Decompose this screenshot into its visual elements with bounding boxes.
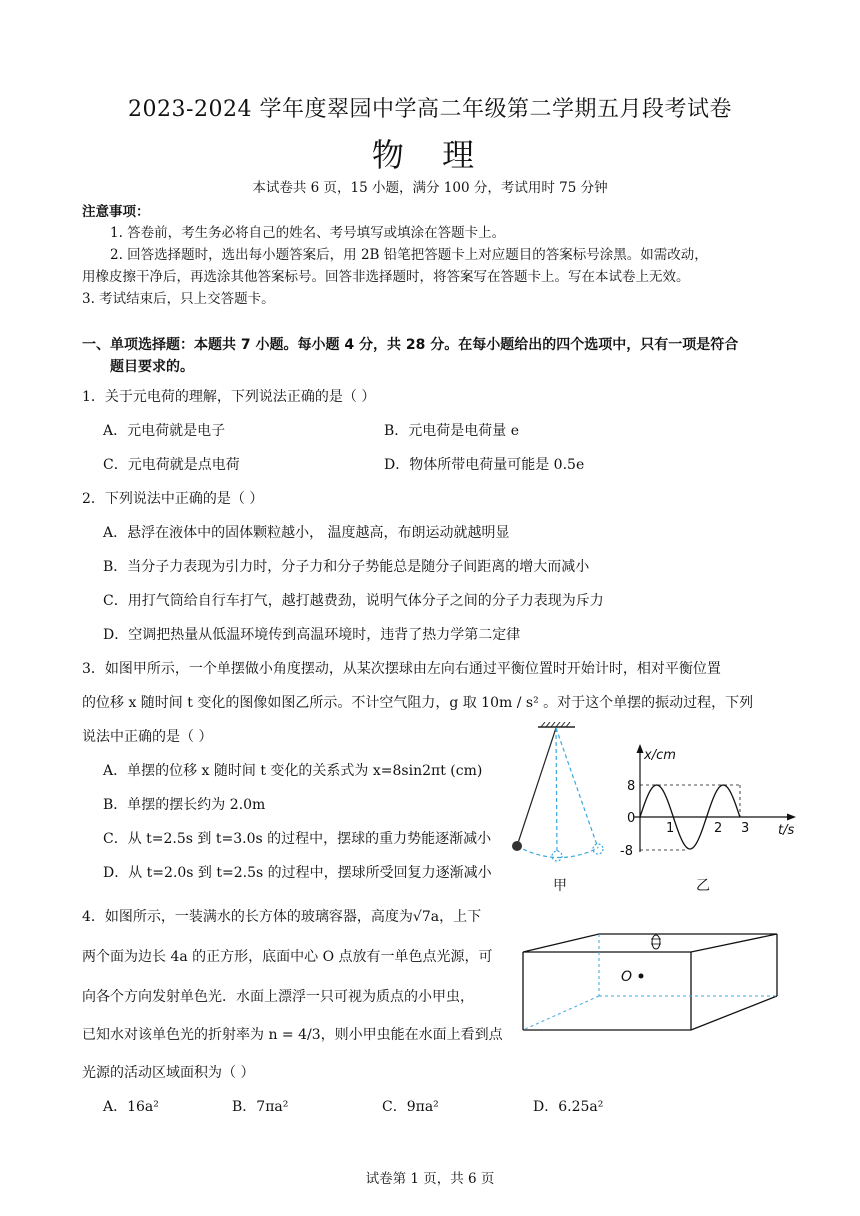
fig-label-yi: 乙 — [696, 878, 710, 894]
notice-item-3: 3. 考试结束后，只上交答题卡。 — [82, 291, 275, 307]
origin-label: 0 — [627, 811, 636, 826]
pendulum-bob — [512, 841, 522, 851]
y-axis-label: x/cm — [644, 748, 676, 763]
q4-stem-line-5: 光源的活动区域面积为（ ） — [82, 1065, 255, 1081]
pendulum-string — [517, 728, 556, 846]
q4-option-a: A．16a² — [103, 1099, 159, 1115]
light-source-point — [639, 974, 644, 979]
q3-stem-line-1: 3．如图甲所示，一个单摆做小角度摆动，从某次摆球由左向右通过平衡位置时开始计时，相对平衡位置 — [82, 661, 721, 677]
q4-option-b: B．7πa² — [232, 1099, 289, 1115]
section-1-line-2: 题目要求的。 — [110, 359, 194, 375]
notice-item-1: 1. 答卷前，考生务必将自己的姓名、考号填写或填涂在答题卡上。 — [110, 225, 506, 241]
glass-container-figure — [515, 930, 795, 1040]
exam-meta: 本试卷共 6 页，15 小题，满分 100 分，考试用时 75 分钟 — [252, 180, 608, 196]
q2-stem: 2．下列说法中正确的是（ ） — [82, 491, 264, 507]
fig-label-jia: 甲 — [553, 878, 567, 894]
x-tick-2: 2 — [714, 821, 723, 836]
q1-option-d: D．物体所带电荷量可能是 0.5e — [384, 457, 585, 473]
page-footer: 试卷第 1 页，共 6 页 — [365, 1171, 495, 1187]
section-1-line-1: 一、单项选择题：本题共 7 小题。每小题 4 分，共 28 分。在每小题给出的四个选项中，只有一项是符合 — [82, 337, 739, 353]
notice-item-2-line-2: 用橡皮擦干净后，再选涂其他答案标号。回答非选择题时，将答案写在答题卡上。写在本试卷上无效。 — [82, 269, 690, 285]
q2-option-d: D．空调把热量从低温环境传到高温环境时，违背了热力学第二定律 — [103, 627, 521, 643]
q1-option-c: C．元电荷就是点电荷 — [103, 457, 240, 473]
notice-item-2-line-1: 2. 回答选择题时，选出每小题答案后，用 2B 铅笔把答题卡上对应题目的答案标号涂黑。如需改动， — [110, 247, 708, 263]
q4-stem-line-3: 向各个方向发射单色光．水面上漂浮一只可视为质点的小甲虫， — [82, 989, 474, 1005]
q1-option-a: A．元电荷就是电子 — [103, 423, 226, 439]
x-axis-label: t/s — [778, 823, 795, 838]
x-tick-3: 3 — [741, 821, 750, 836]
q4-option-d: D．6.25a² — [533, 1099, 604, 1115]
q4-option-c: C．9πa² — [382, 1099, 439, 1115]
q1-option-b: B．元电荷是电荷量 e — [384, 423, 520, 439]
displacement-time-graph — [618, 744, 803, 894]
q3-option-d: D．从 t=2.0s 到 t=2.5s 的过程中，摆球所受回复力逐渐减小 — [103, 865, 492, 881]
q3-option-b: B．单摆的摆长约为 2.0m — [103, 797, 266, 813]
pendulum-figure — [505, 722, 620, 897]
point-o-label: O — [621, 969, 633, 985]
q2-option-b: B．当分子力表现为引力时，分子力和分子势能总是随分子间距离的增大而减小 — [103, 559, 590, 575]
q3-option-c: C．从 t=2.5s 到 t=3.0s 的过程中，摆球的重力势能逐渐减小 — [103, 831, 492, 847]
q3-option-a: A．单摆的位移 x 随时间 t 变化的关系式为 x=8sin2πt (cm) — [103, 763, 483, 779]
q3-stem-line-2: 的位移 x 随时间 t 变化的图像如图乙所示。不计空气阻力，g 取 10m / s² 。对于这个单摆的振动过程，下列 — [82, 695, 754, 711]
x-tick-1: 1 — [666, 821, 675, 836]
exam-title: 2023-2024 学年度翠园中学高二年级第二学期五月段考试卷 — [128, 97, 732, 122]
notice-heading: 注意事项： — [82, 204, 150, 220]
q4-stem-line-1: 4．如图所示，一装满水的长方体的玻璃容器，高度为√7a，上下 — [82, 909, 482, 925]
q1-stem: 1．关于元电荷的理解，下列说法正确的是（ ） — [82, 389, 376, 405]
q4-stem-line-2: 两个面为边长 4a 的正方形，底面中心 O 点放有一单色点光源，可 — [82, 949, 493, 965]
q2-option-c: C．用打气筒给自行车打气，越打越费劲，说明气体分子之间的分子力表现为斥力 — [103, 593, 604, 609]
y-tick-neg-8: -8 — [620, 844, 633, 859]
y-tick-8: 8 — [627, 779, 636, 794]
beetle-icon — [651, 935, 661, 949]
subject-title: 物 理 — [371, 136, 489, 174]
q2-option-a: A．悬浮在液体中的固体颗粒越小， 温度越高，布朗运动就越明显 — [103, 525, 510, 541]
q3-stem-line-3: 说法中正确的是（ ） — [82, 729, 213, 745]
section-1-heading — [82, 334, 782, 378]
q4-stem-line-4: 已知水对该单色光的折射率为 n = 4/3，则小甲虫能在水面上看到点 — [82, 1027, 503, 1043]
